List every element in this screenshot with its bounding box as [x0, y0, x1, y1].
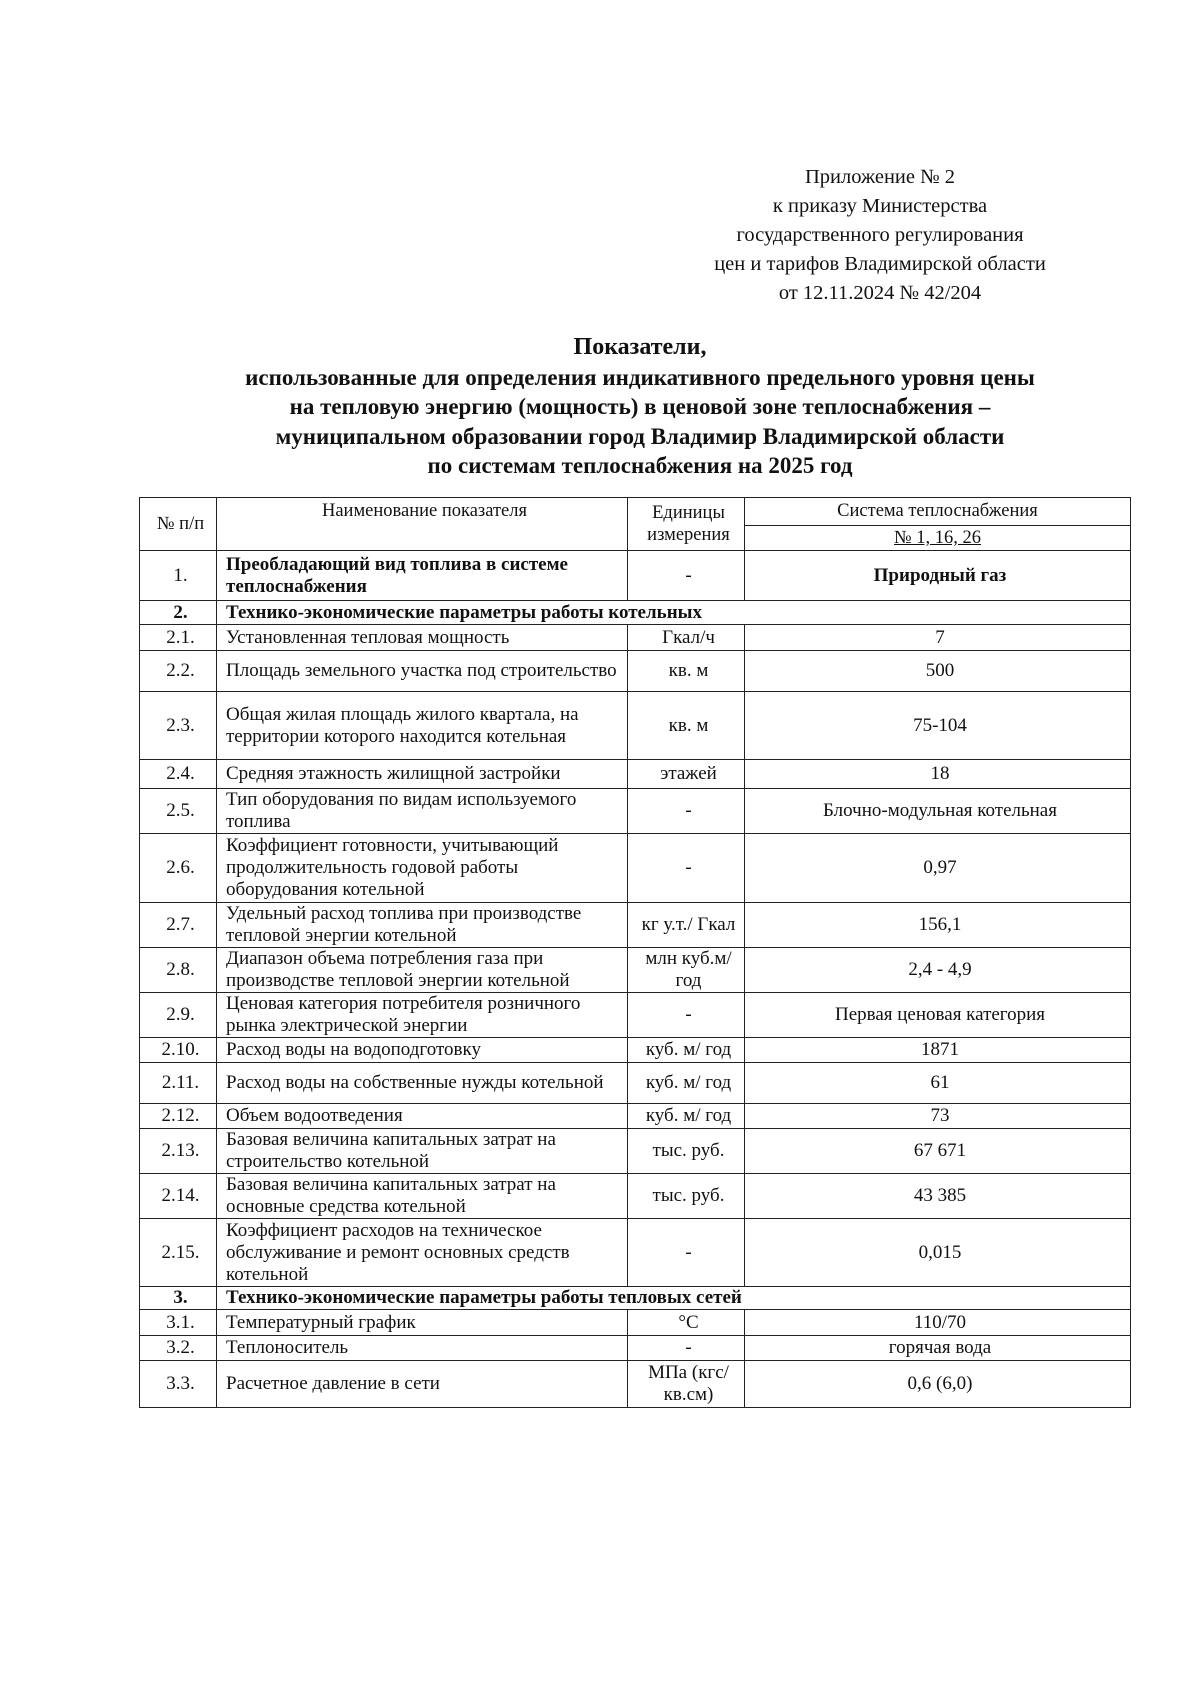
- table-row: [140, 948, 1131, 993]
- header-system: [745, 498, 1131, 551]
- indicator-unit: -: [628, 1219, 745, 1287]
- indicator-value: 75-104: [745, 692, 1131, 760]
- indicator-name: Удельный расход топлива при производстве тепловой энергии котельной: [217, 903, 628, 948]
- indicator-value: 7: [745, 625, 1131, 651]
- indicator-unit: куб. м/ год: [628, 1063, 745, 1104]
- table-row: [140, 1287, 1131, 1310]
- indicator-name: Расход воды на водоподготовку: [217, 1038, 628, 1063]
- indicator-value: 1871: [745, 1038, 1131, 1063]
- table-row: [140, 601, 1131, 625]
- header-unit: Единицы измерения: [628, 498, 745, 551]
- row-number: 2.: [140, 601, 217, 625]
- indicator-unit: МПа (кгс/кв.см): [628, 1361, 745, 1408]
- row-number: 2.4.: [140, 760, 217, 789]
- appendix-line-1: Приложение № 2: [804, 166, 956, 188]
- row-number: 2.12.: [140, 1104, 217, 1129]
- indicator-name: Расчетное давление в сети: [217, 1361, 628, 1408]
- section-title: Технико-экономические параметры работы котельных: [217, 601, 1131, 625]
- indicator-value: 61: [745, 1063, 1131, 1104]
- table-row: [140, 625, 1131, 651]
- indicator-unit: кг у.т./ Гкал: [628, 903, 745, 948]
- indicator-unit: млн куб.м/ год: [628, 948, 745, 993]
- indicator-name: Коэффициент готовности, учитывающий продолжительность годовой работы оборудования котельной: [217, 834, 628, 903]
- table-row: [140, 1174, 1131, 1219]
- table-row: [140, 651, 1131, 692]
- row-number: 1.: [140, 551, 217, 601]
- indicator-name: Установленная тепловая мощность: [217, 625, 628, 651]
- indicator-name: Преобладающий вид топлива в системе теплоснабжения: [217, 551, 628, 601]
- indicator-unit: -: [628, 1336, 745, 1361]
- row-number: 3.3.: [140, 1361, 217, 1408]
- indicator-value: 2,4 - 4,9: [745, 948, 1131, 993]
- row-number: 2.2.: [140, 651, 217, 692]
- indicator-name: Базовая величина капитальных затрат на строительство котельной: [217, 1129, 628, 1174]
- table-row: [140, 1336, 1131, 1361]
- table-row: [140, 1310, 1131, 1336]
- indicator-unit: Гкал/ч: [628, 625, 745, 651]
- table-row: [140, 1361, 1131, 1408]
- header-system-ids: № 1, 16, 26: [893, 528, 982, 548]
- indicator-name: Теплоноситель: [217, 1336, 628, 1361]
- row-number: 2.5.: [140, 789, 217, 834]
- indicator-unit: кв. м: [628, 692, 745, 760]
- indicator-value: 43 385: [745, 1174, 1131, 1219]
- table-row: [140, 760, 1131, 789]
- indicator-unit: кв. м: [628, 651, 745, 692]
- indicator-value: 67 671: [745, 1129, 1131, 1174]
- indicator-value: 73: [745, 1104, 1131, 1129]
- row-number: 2.11.: [140, 1063, 217, 1104]
- section-title: Технико-экономические параметры работы тепловых сетей: [217, 1287, 1131, 1310]
- appendix-line-5: от 12.11.2024 № 42/204: [778, 282, 982, 304]
- table-row: [140, 551, 1131, 601]
- appendix-line-2: к приказу Министерства: [772, 195, 988, 217]
- row-number: 3.2.: [140, 1336, 217, 1361]
- title-line-1: Показатели,: [573, 334, 707, 360]
- indicator-name: Объем водоотведения: [217, 1104, 628, 1129]
- indicator-value: 156,1: [745, 903, 1131, 948]
- title-line-5: по системам теплоснабжения на 2025 год: [427, 453, 853, 478]
- row-number: 3.1.: [140, 1310, 217, 1336]
- indicator-unit: куб. м/ год: [628, 1038, 745, 1063]
- row-number: 2.1.: [140, 625, 217, 651]
- row-number: 2.6.: [140, 834, 217, 903]
- row-number: 2.14.: [140, 1174, 217, 1219]
- table-row: [140, 1063, 1131, 1104]
- header-num: № п/п: [140, 498, 217, 551]
- table-row: [140, 1104, 1131, 1129]
- indicator-name: Диапазон объема потребления газа при производстве тепловой энергии котельной: [217, 948, 628, 993]
- appendix-line-4: цен и тарифов Владимирской области: [714, 253, 1046, 275]
- row-number: 2.15.: [140, 1219, 217, 1287]
- indicator-value: 0,97: [745, 834, 1131, 903]
- indicator-name: Температурный график: [217, 1310, 628, 1336]
- header-name: Наименование показателя: [217, 498, 628, 551]
- title-line-3: на тепловую энергию (мощность) в ценовой зоне теплоснабжения –: [289, 394, 991, 419]
- indicator-unit: -: [628, 993, 745, 1038]
- appendix-line-3: государственного регулирования: [736, 224, 1024, 246]
- indicator-name: Площадь земельного участка под строительство: [217, 651, 628, 692]
- indicator-name: Коэффициент расходов на техническое обслуживание и ремонт основных средств котельной: [217, 1219, 628, 1287]
- table-row: [140, 834, 1131, 903]
- table-header-row: [140, 498, 1131, 551]
- indicator-name: Базовая величина капитальных затрат на основные средства котельной: [217, 1174, 628, 1219]
- indicator-unit: этажей: [628, 760, 745, 789]
- row-number: 3.: [140, 1287, 217, 1310]
- indicator-value: 18: [745, 760, 1131, 789]
- header-system-title: Система теплоснабжения: [745, 498, 1130, 526]
- row-number: 2.13.: [140, 1129, 217, 1174]
- table-row: [140, 692, 1131, 760]
- row-number: 2.10.: [140, 1038, 217, 1063]
- document-title: [140, 333, 1140, 481]
- indicator-name: Ценовая категория потребителя розничного рынка электрической энергии: [217, 993, 628, 1038]
- row-number: 2.3.: [140, 692, 217, 760]
- row-number: 2.8.: [140, 948, 217, 993]
- indicator-unit: -: [628, 789, 745, 834]
- table-row: [140, 993, 1131, 1038]
- indicator-name: Средняя этажность жилищной застройки: [217, 760, 628, 789]
- indicator-name: Расход воды на собственные нужды котельной: [217, 1063, 628, 1104]
- indicator-unit: -: [628, 834, 745, 903]
- table-row: [140, 789, 1131, 834]
- row-number: 2.7.: [140, 903, 217, 948]
- title-line-4: муниципальном образовании город Владимир Владимирской области: [275, 423, 1005, 449]
- indicator-value: Природный газ: [745, 551, 1131, 601]
- indicator-unit: тыс. руб.: [628, 1174, 745, 1219]
- indicator-value: 110/70: [745, 1310, 1131, 1336]
- indicator-value: 0,6 (6,0): [745, 1361, 1131, 1408]
- indicator-value: 0,015: [745, 1219, 1131, 1287]
- title-line-2: использованные для определения индикативного предельного уровня цены: [245, 364, 1035, 390]
- table-row: [140, 903, 1131, 948]
- indicator-value: Блочно-модульная котельная: [745, 789, 1131, 834]
- table-row: [140, 1038, 1131, 1063]
- indicator-unit: °С: [628, 1310, 745, 1336]
- indicator-unit: -: [628, 551, 745, 601]
- row-number: 2.9.: [140, 993, 217, 1038]
- indicator-name: Общая жилая площадь жилого квартала, на территории которого находится котельная: [217, 692, 628, 760]
- indicator-unit: тыс. руб.: [628, 1129, 745, 1174]
- table-row: [140, 1129, 1131, 1174]
- appendix-block: [640, 163, 1120, 308]
- indicators-table: [139, 497, 1131, 1408]
- indicator-value: горячая вода: [745, 1336, 1131, 1361]
- table-row: [140, 1219, 1131, 1287]
- indicator-unit: куб. м/ год: [628, 1104, 745, 1129]
- indicator-name: Тип оборудования по видам используемого топлива: [217, 789, 628, 834]
- indicator-value: Первая ценовая категория: [745, 993, 1131, 1038]
- indicator-value: 500: [745, 651, 1131, 692]
